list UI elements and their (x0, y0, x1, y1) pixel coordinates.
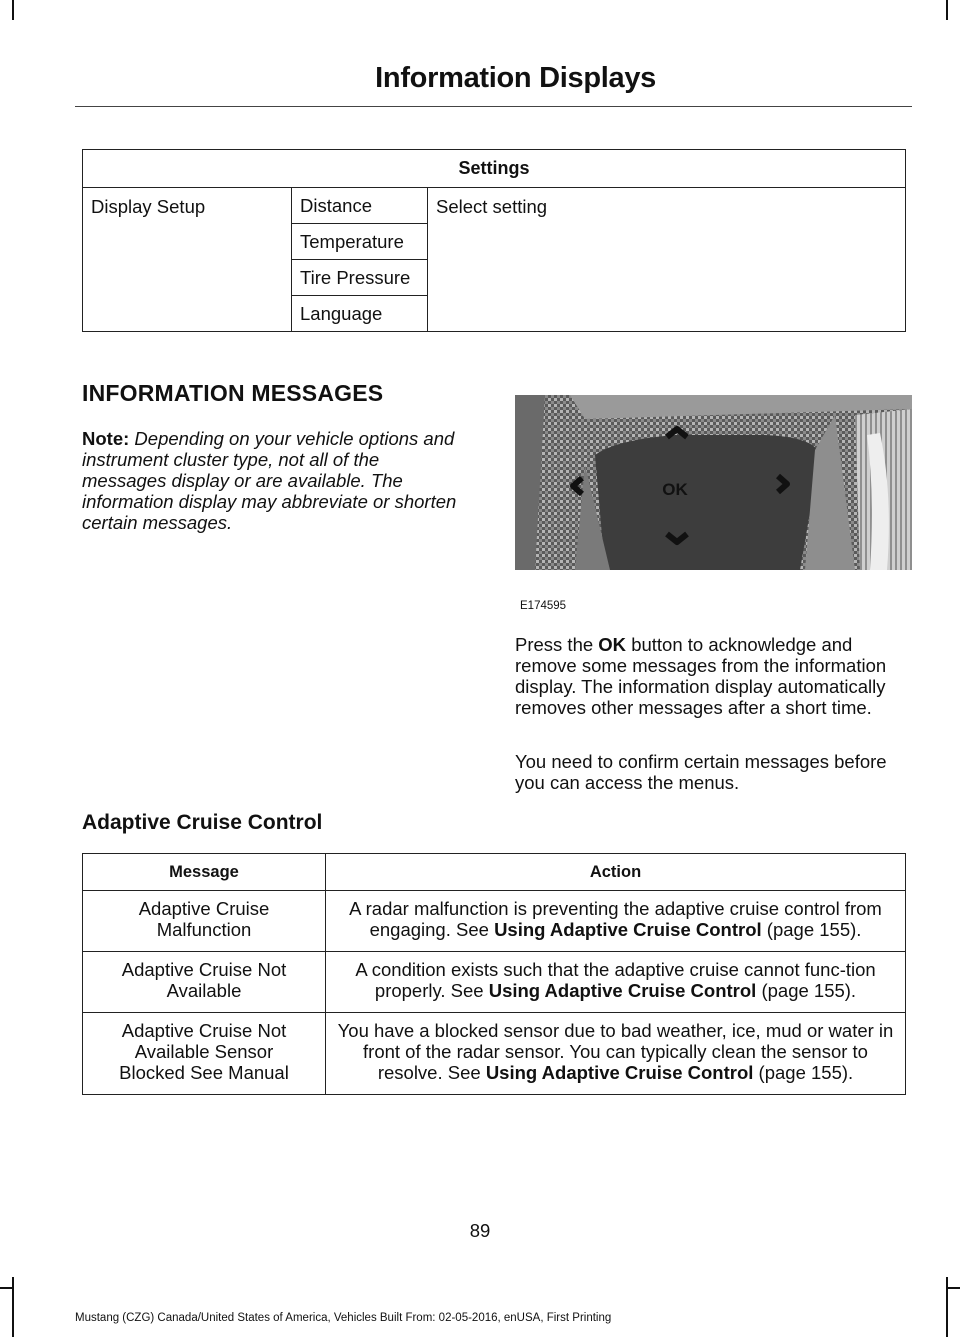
table-row (83, 1013, 906, 1095)
cross-reference-link[interactable]: Using Adaptive Cruise Control (488, 980, 757, 1001)
action-cell (326, 891, 906, 952)
action-cell (326, 952, 906, 1013)
header-divider (75, 106, 912, 107)
table-cell: Distance (292, 188, 428, 224)
column-header-action: Action (326, 854, 906, 891)
crop-mark (12, 0, 14, 20)
action-text: A radar malfunction is preventing the adaptive cruise control from engaging. See (349, 898, 882, 940)
note-label: Note: (82, 428, 130, 449)
steering-wheel-controls-figure (515, 395, 912, 570)
ok-keyword: OK (598, 634, 627, 655)
footer-text: Mustang (CZG) Canada/United States of America, Vehicles Built From: 02-05-2016, enUSA, First Printing (75, 1312, 612, 1324)
table-cell: Select setting (428, 188, 906, 332)
table-header-row (83, 854, 906, 891)
table-cell: Temperature (292, 224, 428, 260)
crop-mark (946, 1277, 948, 1337)
page-reference: (page 155). (761, 980, 857, 1001)
page-reference: (page 155). (766, 919, 862, 940)
page-title: Information Displays (375, 62, 656, 94)
message-cell: Adaptive Cruise Not Available (83, 952, 326, 1013)
paragraph-text: Press the (515, 634, 594, 655)
crop-mark (0, 1287, 14, 1289)
figure-code: E174595 (520, 600, 567, 612)
crop-mark (946, 0, 948, 20)
table-row (83, 952, 906, 1013)
action-cell (326, 1013, 906, 1095)
crop-mark (12, 1277, 14, 1337)
table-cell: Tire Pressure (292, 260, 428, 296)
ok-button-label: OK (662, 480, 688, 499)
settings-table (82, 149, 906, 332)
action-text: A condition exists such that the adaptive cruise cannot func-tion properly. See (355, 959, 876, 1001)
crop-mark (946, 1287, 960, 1289)
table-row (83, 188, 906, 224)
press-ok-paragraph (515, 634, 910, 718)
settings-table-header: Settings (83, 150, 906, 188)
paragraph-text: button to acknowledge and remove some messages from the information display. The information display automatically removes other messages after a short time. (515, 634, 887, 718)
note-paragraph (82, 428, 467, 533)
adaptive-cruise-table (82, 853, 906, 1095)
page-number: 89 (469, 1220, 491, 1241)
steering-wheel-controls-illustration (515, 395, 912, 570)
table-cell: Language (292, 296, 428, 332)
message-cell: Adaptive Cruise Not Available Sensor Blocked See Manual (83, 1013, 326, 1095)
action-text: You have a blocked sensor due to bad weather, ice, mud or water in front of the radar sensor. You can typically clean the sensor to resolve. See (337, 1020, 894, 1083)
cross-reference-link[interactable]: Using Adaptive Cruise Control (485, 1062, 754, 1083)
section-heading: INFORMATION MESSAGES (82, 380, 384, 406)
table-row (83, 891, 906, 952)
page-reference: (page 155). (758, 1062, 854, 1083)
message-cell: Adaptive Cruise Malfunction (83, 891, 326, 952)
note-text: Depending on your vehicle options and instrument cluster type, not all of the messages display or are available. The information display may abbreviate or shorten certain messages. (82, 428, 457, 533)
confirm-paragraph: You need to confirm certain messages before you can access the menus. (515, 751, 887, 793)
column-header-message: Message (83, 854, 326, 891)
subsection-heading: Adaptive Cruise Control (82, 811, 323, 834)
table-cell: Display Setup (83, 188, 292, 332)
cross-reference-link[interactable]: Using Adaptive Cruise Control (494, 919, 762, 940)
